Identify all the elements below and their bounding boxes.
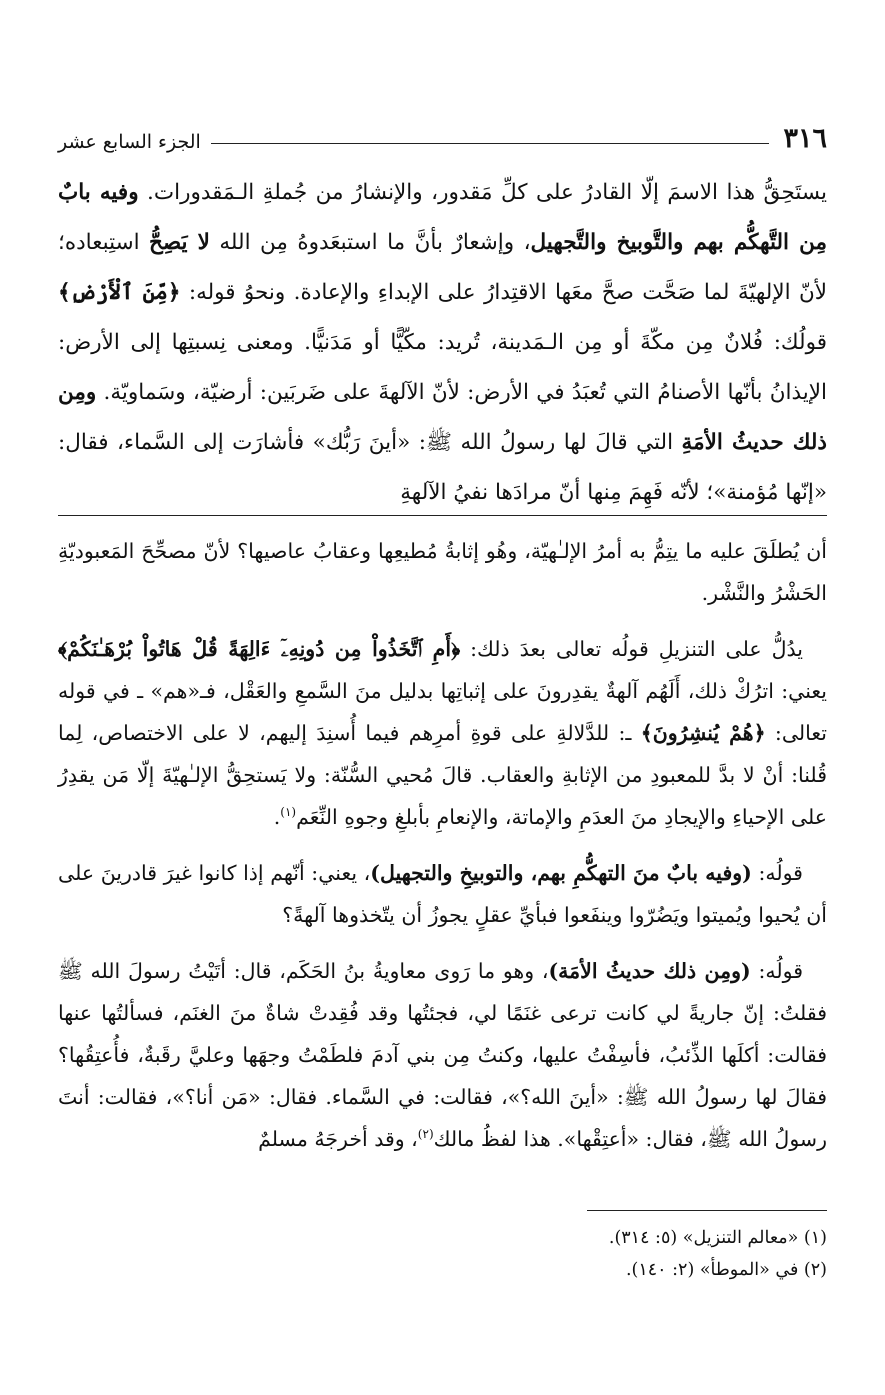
sharh-paragraph xyxy=(58,950,827,1160)
sharh-bold-span: (وفيه بابٌ منَ التهكُّمِ بهم، والتوبيخِ والتجهيل) xyxy=(370,861,752,885)
quran-quote: ﴿مِّنَ ٱلْأَرْضِ﴾ xyxy=(58,280,181,305)
header-rule xyxy=(211,143,770,144)
matn-text-span: التي قالَ لها رسولُ الله ﷺ: «أينَ رَبُّك» فأشارَت إلى السَّماء، فقال: «إنّها مُؤمنة»؛ لأنّه فَهِمَ مِنها أنّ مرادَها نفيُ الآلهةِ xyxy=(58,430,827,505)
sharh-text xyxy=(58,530,827,1174)
sharh-text-span: يعني: اترُكْ ذلك، أَلَهُم آلهةٌ يقدِرونَ على إثباتِها بدليل منَ السَّمعِ والعَقْل، فـ«هم» ـ في قوله تعالى: xyxy=(58,679,827,745)
sharh-text-span: ، وقد أخرجَهُ مسلمٌ xyxy=(258,1127,418,1151)
matn-bold-span: ومِن ذلك حديثُ الأمَةِ xyxy=(58,380,828,455)
footnote-2: (٢) في «الموطأ» (٢: ١٤٠). xyxy=(625,1260,827,1280)
sharh-text-span: قولُه: xyxy=(750,959,803,983)
footnotes xyxy=(58,1222,827,1286)
matn-text-span: ، وإشعارٌ بأنَّ ما استبعَدوهُ مِن الله xyxy=(209,230,531,255)
page-number: ٣١٦ xyxy=(783,123,827,154)
matn-paragraph xyxy=(58,168,827,518)
sharh-text-span: ، وهو ما رَوى معاويةُ بنُ الحَكَم، قال: أتَيْتُ رسولَ الله ﷺ فقلتُ: إنّ جاريةً لي كانت ترعى غنَمًا لي، فجئتُها وقد فُقِدتْ شاةٌ منَ الغنَم، فسألتُها عنها فقالت: أكلَها الذِّئبُ، فأسِفْتُ عليها، وكنتُ مِن بني آدمَ فلطَمْتُ وجهَها وعليَّ رقَبةٌ، فأُعتِقُها؟ فقالَ لها رسولُ الله ﷺ: «أينَ الله؟»، فقالت: في السَّماء. فقال: «مَن أنا؟»، فقالت: أنتَ رسولُ الله ﷺ، فقال: «أعتِقْها». هذا لفظُ مالك xyxy=(58,959,827,1151)
sharh-text-span: . xyxy=(273,805,281,829)
sharh-text-span: يدُلُّ على التنزيلِ قولُه تعالى بعدَ ذلك: xyxy=(460,637,803,661)
page-header xyxy=(58,112,827,152)
matn-bold-span: لا يَصِحُّ xyxy=(149,230,210,255)
matn-bold-span: وفيه بابٌ مِن التَّهكُّم بهم والتَّوبيخ والتَّجهيل xyxy=(58,180,827,255)
sharh-text-span: قولُه: xyxy=(751,861,803,885)
sharh-paragraph xyxy=(58,628,827,838)
matn-text xyxy=(58,168,827,518)
running-title: الجزء السابع عشر xyxy=(58,131,201,153)
footnote-1: (١) «معالم التنزيل» (٥: ٣١٤). xyxy=(608,1228,827,1248)
sharh-text-span: ، يعني: أنّهم إذا كانوا غيرَ قادرينَ على أن يُحيوا ويُميتوا ويَضُرّوا وينفَعوا فبأيِّ عقلٍ يجوزُ أن يتّخذوها آلهةً؟ xyxy=(58,861,827,927)
footnote-marker[interactable]: (١) xyxy=(280,805,297,820)
matn-text-span: قولُك: فُلانٌ مِن مكّةَ أو مِن الـمَدينة، تُريد: مكّيًّا أو مَدَنيًّا. ومعنى نِسبتِها إلى الأرض: الإيذانُ بأنّها الأصنامُ التي تُعبَدُ في الأرض: لأنّ الآلهةَ على ضَربَين: أرضيّة، وسَماويّة. xyxy=(58,330,827,405)
footnote-marker[interactable]: (٢) xyxy=(417,1127,434,1142)
sharh-bold-span: (ومِن ذلك حديثُ الأمَة) xyxy=(548,959,751,983)
footnote-rule xyxy=(587,1210,827,1211)
quran-quote: ﴿هُمْ يُنشِرُونَ﴾ xyxy=(640,721,766,745)
sharh-paragraph xyxy=(58,852,827,936)
quran-quote: ﴿أَمِ ٱتَّخَذُواْ مِن دُونِهِۦٓ ءَالِهَةً قُلْ هَاتُواْ بُرْهَـٰنَكُمْ﴾ xyxy=(58,637,461,661)
matn-sharh-divider xyxy=(58,515,827,516)
sharh-text-span: ـ: للدَّلالةِ على قوةِ أمرِهم فيما أُسنِدَ إليهم، لا على الاختصاص، لِما قُلنا: أنْ لا بدَّ للمعبودِ من الإثابةِ والعقاب. قالَ مُحيي السُّنّة: ولا يَستحِقُّ الإلـٰهيّةَ إلّا مَن يقدِرُ على الإحياءِ والإيجادِ منَ العدَمِ والإماتة، والإنعامِ بأبلغِ وجوهِ النِّعَم xyxy=(58,721,827,829)
sharh-paragraph: أن يُطلَقَ عليه ما يتِمُّ به أمرُ الإلـٰهيّة، وهُو إثابةُ مُطيعِها وعقابُ عاصيها؟ لأنّ مصحِّحَ المَعبوديّةِ الحَشْرُ والنَّشْر. xyxy=(58,539,827,605)
matn-text-span: يستَحِقُّ هذا الاسمَ إلّا القادرُ على كلِّ مَقدور، والإنشارُ من جُملةِ الـمَقدورات. xyxy=(138,180,827,205)
matn-text-span: استِبعاده؛ لأنّ الإلهيّةَ لما صَحَّت صحَّ معَها الاقتِدارُ على الإبداءِ والإعادة. ونحوُ قوله: xyxy=(58,230,828,305)
